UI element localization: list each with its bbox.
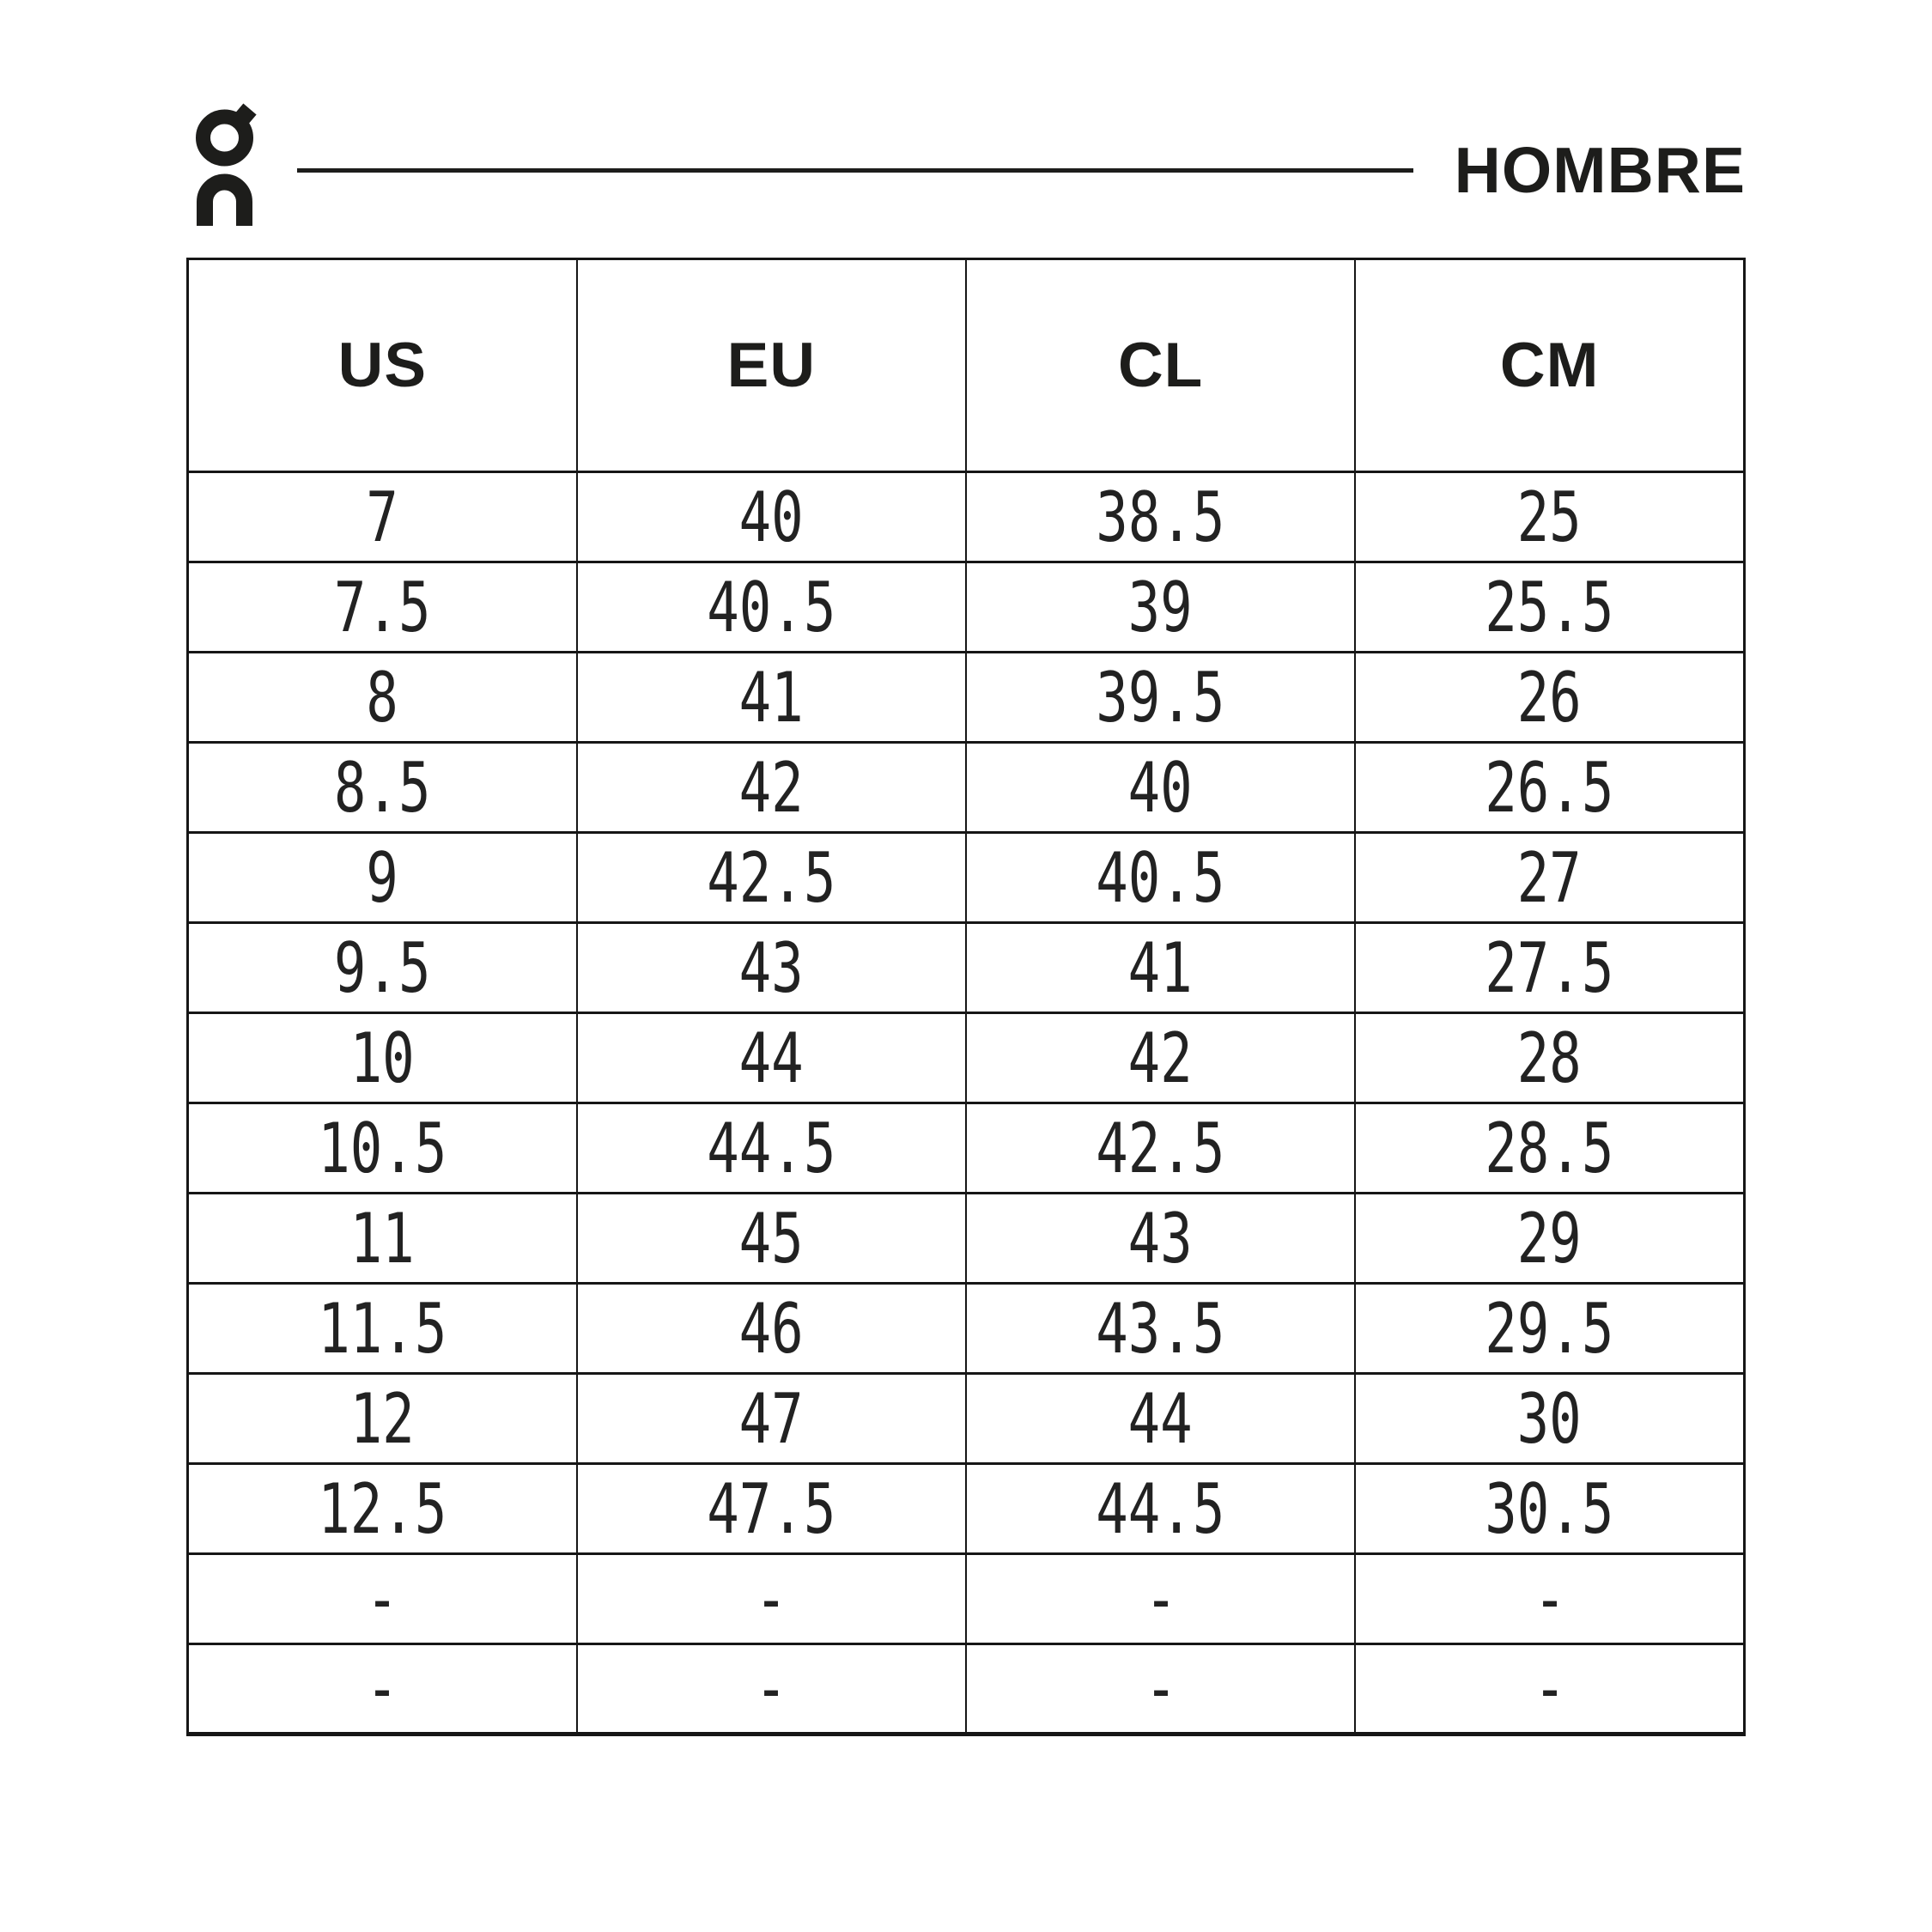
size-cell (577, 1554, 966, 1644)
size-cell (577, 833, 966, 923)
size-cell-value: - (1533, 1649, 1566, 1728)
size-cell-value: 41 (738, 657, 804, 738)
size-cell (1355, 472, 1744, 562)
size-cell-value: 11.5 (318, 1288, 447, 1369)
size-cell (966, 562, 1355, 653)
size-cell (577, 1194, 966, 1284)
size-cell (577, 1013, 966, 1103)
size-cell-value: 44 (1128, 1378, 1194, 1459)
size-cell (966, 1374, 1355, 1464)
size-cell (1355, 743, 1744, 833)
table-row (188, 562, 1745, 653)
size-cell-value: 26.5 (1485, 747, 1614, 828)
size-cell-value: 25 (1517, 477, 1583, 557)
size-cell-value: 44 (738, 1018, 804, 1098)
size-cell-value: 43 (738, 927, 804, 1008)
table-row (188, 923, 1745, 1013)
size-cell-value: 40.5 (1096, 837, 1225, 918)
size-cell (966, 833, 1355, 923)
size-cell-value: 40 (1128, 747, 1194, 828)
column-header-cm: CM (1355, 259, 1744, 472)
size-cell-value: 12 (349, 1378, 415, 1459)
size-cell-value: 40.5 (707, 567, 836, 647)
table-row (188, 1194, 1745, 1284)
size-cell-value: 27.5 (1485, 927, 1614, 1008)
size-cell-value: - (1144, 1558, 1177, 1639)
size-cell (966, 1194, 1355, 1284)
table-row (188, 1554, 1745, 1644)
size-cell-value: 8.5 (334, 747, 431, 828)
size-cell (188, 562, 577, 653)
size-table-container (186, 258, 1746, 1734)
size-cell-value: 30.5 (1485, 1468, 1614, 1549)
size-cell-value: - (1144, 1649, 1177, 1728)
table-row (188, 1464, 1745, 1554)
column-header-us: US (188, 259, 577, 472)
size-cell-value: 11 (349, 1198, 415, 1279)
size-cell-value: 45 (738, 1198, 804, 1279)
size-cell-value: 43.5 (1096, 1288, 1225, 1369)
size-cell (188, 743, 577, 833)
size-cell (188, 1194, 577, 1284)
size-cell (188, 1284, 577, 1374)
size-cell (1355, 1374, 1744, 1464)
size-table (186, 258, 1746, 1736)
column-header-eu: EU (577, 259, 966, 472)
size-cell-value: 42.5 (1096, 1108, 1225, 1188)
size-cell-value: - (755, 1649, 788, 1728)
size-cell (966, 1103, 1355, 1194)
size-cell (577, 1284, 966, 1374)
column-header-cl: CL (966, 259, 1355, 472)
size-cell-value: 28 (1517, 1018, 1583, 1098)
size-table-body (188, 472, 1745, 1735)
size-cell-value: 30 (1517, 1378, 1583, 1459)
size-cell (1355, 1464, 1744, 1554)
size-cell-value: 42.5 (707, 837, 836, 918)
table-row (188, 833, 1745, 923)
size-cell-value: - (366, 1558, 399, 1639)
size-cell (188, 1554, 577, 1644)
size-cell-value: 42 (1128, 1018, 1194, 1098)
size-cell (966, 472, 1355, 562)
size-cell-value: 44.5 (707, 1108, 836, 1188)
size-cell (1355, 1644, 1744, 1735)
size-cell (1355, 653, 1744, 743)
size-cell (1355, 1103, 1744, 1194)
size-cell (188, 833, 577, 923)
table-row (188, 743, 1745, 833)
size-cell-value: 9.5 (334, 927, 431, 1008)
size-cell-value: 7.5 (334, 567, 431, 647)
size-cell (966, 653, 1355, 743)
size-cell-value: 42 (738, 747, 804, 828)
size-cell-value: 12.5 (318, 1468, 447, 1549)
size-cell (966, 1284, 1355, 1374)
size-cell (188, 653, 577, 743)
size-cell (188, 1103, 577, 1194)
size-cell (188, 923, 577, 1013)
size-cell (577, 1374, 966, 1464)
size-table-head (188, 259, 1745, 472)
size-cell (577, 1464, 966, 1554)
size-cell (188, 1464, 577, 1554)
size-cell (1355, 1284, 1744, 1374)
size-cell-value: 8 (366, 657, 399, 738)
page-title: HOMBRE (1454, 134, 1746, 206)
size-cell (577, 1103, 966, 1194)
size-cell-value: 40 (738, 477, 804, 557)
on-logo-icon (187, 94, 264, 236)
size-cell (577, 743, 966, 833)
size-cell-value: - (755, 1558, 788, 1639)
size-cell (966, 923, 1355, 1013)
size-cell (1355, 1013, 1744, 1103)
size-cell-value: - (1533, 1558, 1566, 1639)
size-cell-value: 41 (1128, 927, 1194, 1008)
size-cell (966, 1464, 1355, 1554)
size-cell-value: 38.5 (1096, 477, 1225, 557)
size-cell-value: - (366, 1649, 399, 1728)
size-cell (966, 743, 1355, 833)
size-cell-value: 29 (1517, 1198, 1583, 1279)
size-cell-value: 26 (1517, 657, 1583, 738)
header-divider-line (297, 168, 1413, 173)
size-cell-value: 27 (1517, 837, 1583, 918)
table-row (188, 1374, 1745, 1464)
table-row (188, 1644, 1745, 1735)
size-cell-value: 39.5 (1096, 657, 1225, 738)
size-cell (1355, 1194, 1744, 1284)
size-cell (577, 1644, 966, 1735)
size-cell (1355, 562, 1744, 653)
size-cell-value: 44.5 (1096, 1468, 1225, 1549)
size-cell (577, 923, 966, 1013)
table-row (188, 1103, 1745, 1194)
size-cell (188, 472, 577, 562)
header-row (188, 259, 1745, 472)
size-cell-value: 28.5 (1485, 1108, 1614, 1188)
size-cell (1355, 833, 1744, 923)
table-row (188, 1284, 1745, 1374)
size-cell-value: 39 (1128, 567, 1194, 647)
size-cell (1355, 923, 1744, 1013)
size-cell (577, 562, 966, 653)
size-cell (188, 1644, 577, 1735)
size-cell (966, 1644, 1355, 1735)
size-cell-value: 9 (366, 837, 399, 918)
size-cell (188, 1374, 577, 1464)
size-cell-value: 7 (366, 477, 399, 557)
size-cell (577, 653, 966, 743)
size-cell (577, 472, 966, 562)
size-cell (966, 1013, 1355, 1103)
size-cell-value: 46 (738, 1288, 804, 1369)
size-cell-value: 47 (738, 1378, 804, 1459)
table-row (188, 472, 1745, 562)
size-cell-value: 10 (349, 1018, 415, 1098)
size-cell-value: 43 (1128, 1198, 1194, 1279)
size-cell (188, 1013, 577, 1103)
size-cell-value: 10.5 (318, 1108, 447, 1188)
size-cell-value: 25.5 (1485, 567, 1614, 647)
size-cell-value: 47.5 (707, 1468, 836, 1549)
table-row (188, 653, 1745, 743)
size-cell-value: 29.5 (1485, 1288, 1614, 1369)
size-cell (1355, 1554, 1744, 1644)
size-cell (966, 1554, 1355, 1644)
table-row (188, 1013, 1745, 1103)
